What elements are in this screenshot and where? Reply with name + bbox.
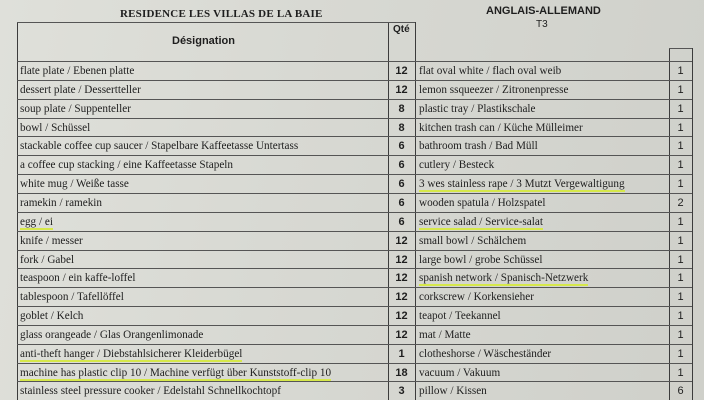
item-quantity: 12: [395, 272, 408, 285]
table-row: [0, 251, 704, 269]
item-quantity: 1: [677, 159, 684, 172]
item-description: 3 wes stainless rape / 3 Mutzt Vergewaltigung: [419, 178, 625, 191]
item-quantity: 6: [398, 178, 405, 191]
table-divider: [415, 268, 692, 269]
table-divider: [415, 99, 692, 100]
item-description: stackable coffee cup saucer / Stapelbare Kaffeetasse Untertass: [20, 140, 299, 153]
table-divider: [415, 231, 692, 232]
item-description: teapot / Teekannel: [419, 310, 501, 323]
table-divider: [415, 250, 692, 251]
item-description: tablespoon / Tafellöffel: [20, 291, 124, 304]
table-row: [0, 232, 704, 250]
table-row: [0, 156, 704, 174]
table-row: [0, 175, 704, 193]
item-description: pillow / Kissen: [419, 385, 487, 398]
table-row: [0, 269, 704, 287]
item-quantity: 6: [398, 196, 405, 209]
item-quantity: 1: [677, 253, 684, 266]
item-quantity: 1: [677, 272, 684, 285]
table-divider: [415, 136, 692, 137]
item-quantity: 18: [395, 366, 408, 379]
item-description: clotheshorse / Wäscheständer: [419, 347, 552, 360]
item-description: egg / ei: [20, 215, 53, 228]
table-row: [0, 382, 704, 400]
table-divider: [415, 174, 692, 175]
item-quantity: 6: [398, 215, 405, 228]
table-divider: [669, 48, 692, 49]
item-description: stainless steel pressure cooker / Edelstahl Schnellkochtopf: [20, 385, 281, 398]
item-description: a coffee cup stacking / eine Kaffeetasse Stapeln: [20, 159, 233, 172]
item-description: large bowl / grobe Schüssel: [419, 253, 543, 266]
item-description: wooden spatula / Holzspatel: [419, 196, 546, 209]
item-description: soup plate / Suppenteller: [20, 102, 131, 115]
item-description: machine has plastic clip 10 / Machine verfügt über Kunststoff-clip 10: [20, 366, 332, 379]
item-description: lemon ssqueezer / Zitronenpresse: [419, 83, 569, 96]
table-row: [0, 100, 704, 118]
table-divider: [415, 287, 692, 288]
table-divider: [415, 381, 692, 382]
item-description: fork / Gabel: [20, 253, 75, 266]
table-row: [0, 364, 704, 382]
item-quantity: 1: [677, 291, 684, 304]
table-row: [0, 81, 704, 99]
table-divider: [415, 306, 692, 307]
table-row: [0, 137, 704, 155]
item-quantity: 1: [677, 310, 684, 323]
table-row: [0, 345, 704, 363]
item-description: flate plate / Ebenen platte: [20, 65, 135, 77]
item-quantity: 6: [398, 140, 405, 153]
table-divider: [415, 155, 692, 156]
residence-title: RESIDENCE LES VILLAS DE LA BAIE: [120, 8, 323, 20]
item-quantity: 8: [398, 121, 405, 134]
language-title: ANGLAIS-ALLEMAND: [486, 5, 601, 17]
item-description: cutlery / Besteck: [419, 159, 495, 172]
item-quantity: 12: [395, 328, 408, 341]
item-description: bathroom trash / Bad Müll: [419, 140, 538, 153]
item-description: ramekin / ramekin: [20, 196, 103, 209]
item-description: small bowl / Schälchem: [419, 234, 527, 247]
table-row: [0, 326, 704, 344]
item-description: goblet / Kelch: [20, 310, 84, 323]
item-description: teaspoon / ein kaffe-loffel: [20, 272, 136, 285]
item-quantity: 1: [677, 234, 684, 247]
item-quantity: 8: [398, 102, 405, 115]
table-divider: [415, 118, 692, 119]
item-description: flat oval white / flach oval weib: [419, 65, 562, 77]
item-quantity: 6: [398, 159, 405, 172]
item-quantity: 12: [395, 83, 408, 96]
item-description: white mug / Weiße tasse: [20, 178, 129, 191]
item-quantity: 12: [395, 65, 408, 77]
item-quantity: 1: [677, 121, 684, 134]
table-divider: [415, 212, 692, 213]
table-row: [0, 307, 704, 325]
item-quantity: 12: [395, 234, 408, 247]
item-description: bowl / Schüssel: [20, 121, 91, 134]
item-quantity: 1: [677, 178, 684, 191]
table-row: [0, 62, 704, 80]
table-divider: [415, 80, 692, 81]
item-quantity: 1: [677, 215, 684, 228]
table-divider: [17, 22, 415, 23]
designation-header: Désignation: [172, 35, 235, 47]
item-description: plastic tray / Plastikschale: [419, 102, 536, 115]
item-description: service salad / Service-salat: [419, 215, 543, 228]
item-description: vacuum / Vakuum: [419, 366, 501, 379]
item-quantity: 1: [677, 347, 684, 360]
item-description: dessert plate / Dessertteller: [20, 83, 141, 96]
item-quantity: 12: [395, 310, 408, 323]
table-divider: [415, 61, 692, 62]
item-quantity: 3: [398, 385, 405, 398]
item-description: kitchen trash can / Küche Mülleimer: [419, 121, 583, 134]
table-row: [0, 288, 704, 306]
item-quantity: 2: [677, 196, 684, 209]
item-quantity: 1: [677, 65, 684, 77]
table-divider: [415, 325, 692, 326]
item-quantity: 6: [677, 385, 684, 398]
item-quantity: 12: [395, 253, 408, 266]
item-description: spanish network / Spanisch-Netzwerk: [419, 272, 589, 285]
table-divider: [415, 193, 692, 194]
table-divider: [415, 363, 692, 364]
quantity-header: Qté: [393, 24, 410, 35]
item-quantity: 1: [677, 328, 684, 341]
table-row: [0, 213, 704, 231]
table-row: [0, 194, 704, 212]
apartment-type: T3: [536, 19, 548, 30]
item-quantity: 1: [677, 366, 684, 379]
item-quantity: 1: [398, 347, 405, 360]
item-description: anti-theft hanger / Diebstahlsicherer Kleiderbügel: [20, 347, 243, 360]
item-description: knife / messer: [20, 234, 83, 247]
item-quantity: 1: [677, 83, 684, 96]
item-quantity: 1: [677, 140, 684, 153]
item-quantity: 1: [677, 102, 684, 115]
table-divider: [415, 344, 692, 345]
item-quantity: 12: [395, 291, 408, 304]
item-description: mat / Matte: [419, 328, 471, 341]
table-row: [0, 119, 704, 137]
item-description: corkscrew / Korkensieher: [419, 291, 534, 304]
item-description: glass orangeade / Glas Orangenlimonade: [20, 328, 204, 341]
